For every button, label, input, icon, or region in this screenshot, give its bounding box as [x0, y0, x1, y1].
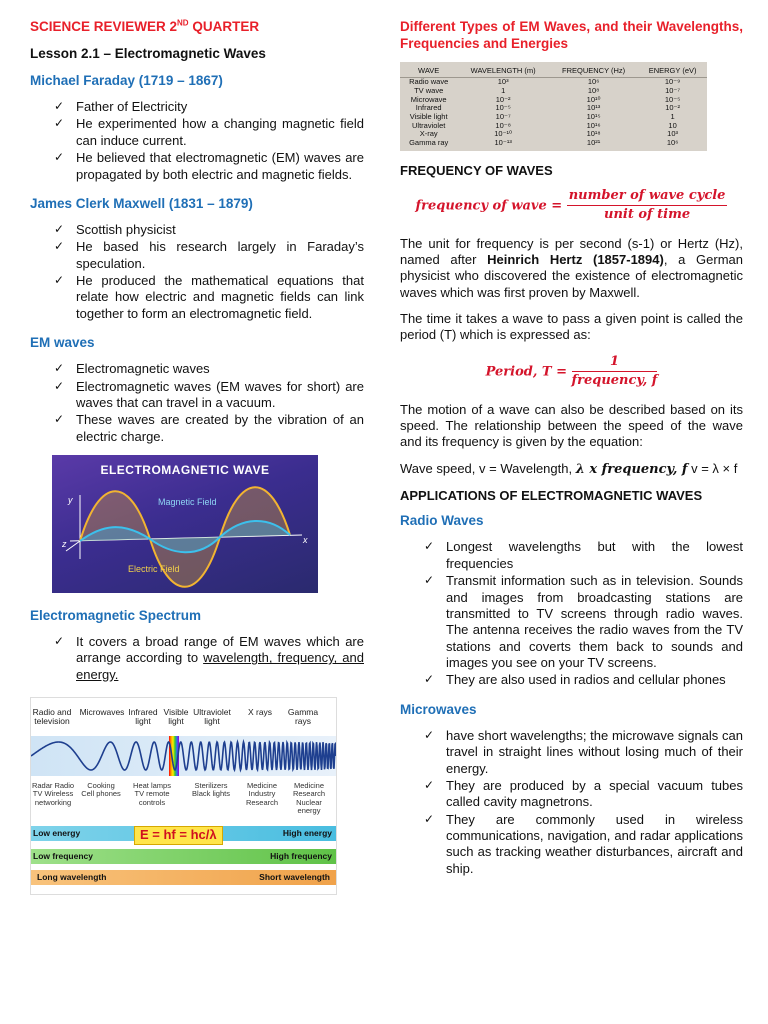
table-cell: 10⁻² — [665, 103, 680, 113]
check-icon: ✓ — [54, 99, 65, 113]
table-cell: 10⁻¹⁰ — [494, 129, 513, 139]
list-item: ✓ They are commonly used in wireless communications, navigation, and radar applications such as tracking weather disturbances, aircraft and ship. — [424, 811, 743, 876]
table-cell: 10⁻¹³ — [494, 137, 512, 147]
spectrum-category: Ultraviolet light — [193, 707, 231, 727]
lesson-title: Lesson 2.1 – Electromagnetic Waves — [30, 46, 266, 61]
axis-z-label: z — [62, 539, 67, 549]
list-item: ✓ Scottish physicist — [54, 221, 176, 237]
table-cell: 10³ — [667, 129, 679, 139]
table-cell: 10⁻⁷ — [665, 86, 681, 96]
table-header: FREQUENCY (Hz) — [549, 62, 638, 78]
table-row — [400, 139, 707, 152]
frequency-heading: FREQUENCY OF WAVES — [400, 163, 553, 179]
check-icon: ✓ — [424, 777, 435, 792]
table-cell: Microwave — [410, 94, 447, 104]
table-cell: 10¹³ — [586, 103, 601, 113]
em-wave-image — [52, 455, 318, 593]
check-icon: ✓ — [54, 221, 65, 236]
em-waves-table — [400, 62, 707, 151]
table-cell: 10³ — [497, 77, 509, 87]
list-item: ✓ Electromagnetic waves (EM waves for short) are waves that can travel in a vacuum. — [54, 378, 364, 410]
table-cell: 10⁻² — [495, 94, 511, 104]
emwaves-list — [30, 361, 364, 445]
table-cell: 10¹⁶ — [586, 120, 601, 130]
maxwell-heading: James Clerk Maxwell (1831 – 1879) — [30, 195, 253, 211]
check-icon: ✓ — [54, 378, 65, 393]
microwaves-list — [400, 728, 743, 877]
wavelength-bar — [31, 870, 336, 885]
table-cell: Ultraviolet — [412, 120, 446, 130]
spectrum-category: Visible light — [163, 707, 189, 727]
table-header: WAVELENGTH (m) — [457, 62, 549, 78]
list-item: ✓ He experimented how a changing magnetic field can induce current. — [54, 116, 364, 148]
electric-field-label: Electric Field — [128, 564, 180, 574]
em-wave-drawing — [52, 455, 318, 593]
table-header: WAVE — [400, 62, 457, 78]
equation-numerator: number of wave cycle — [567, 188, 728, 206]
faraday-list — [30, 99, 364, 183]
spectrum-category: X rays — [247, 707, 273, 718]
list-item: ✓ It covers a broad range of EM waves which are arrange according to wavelength, frequency, and energy. — [54, 634, 364, 682]
table-row — [400, 78, 707, 87]
equation-denominator: frequency, f — [571, 373, 658, 389]
list-item: ✓ Father of Electricity — [54, 99, 188, 114]
check-icon: ✓ — [54, 150, 65, 165]
spectrum-category: Gamma rays — [287, 707, 319, 727]
table-row — [400, 113, 707, 122]
list-item: ✓ have short wavelengths; the microwave signals can travel in straight lines without losing much of their energy. — [424, 727, 743, 776]
table-row — [400, 122, 707, 131]
table-cell: 10¹⁸ — [586, 129, 601, 139]
spectrum-use: Radar Radio TV Wireless networking — [31, 781, 75, 807]
axis-x-label: x — [303, 535, 308, 545]
spectrum-category: Microwaves — [79, 707, 125, 718]
table-cell: 10²¹ — [586, 137, 601, 147]
equation-fraction — [572, 354, 658, 390]
check-icon: ✓ — [424, 539, 435, 554]
spectrum-use: Heat lamps TV remote controls — [133, 781, 171, 807]
check-icon: ✓ — [54, 412, 65, 427]
list-item: ✓ He based his research largely in Faraday’s speculation. — [54, 239, 364, 271]
maxwell-list — [30, 222, 364, 322]
check-icon: ✓ — [424, 811, 435, 826]
magnetic-field-label: Magnetic Field — [158, 497, 217, 507]
equation-denominator: unit of time — [604, 207, 691, 223]
microwaves-heading: Microwaves — [400, 701, 477, 717]
paragraph-frequency-unit: The unit for frequency is per second (s-1) or Hertz (Hz), named after Heinrich Hertz (1857-1894), a German physicist who discovered the existence of electromagnetic waves which was first proven by Maxwell. — [400, 235, 743, 300]
long-wavelength-label: Long wavelength — [37, 872, 107, 883]
low-frequency-label: Low frequency — [33, 851, 93, 862]
table-header: ENERGY (eV) — [638, 62, 707, 78]
check-icon: ✓ — [54, 361, 65, 376]
equation-lhs: frequency of wave = — [415, 198, 563, 214]
spectrum-list — [30, 634, 364, 683]
spectrum-image — [30, 697, 337, 895]
table-row — [400, 96, 707, 105]
table-body — [400, 78, 707, 152]
list-item: ✓ These waves are created by the vibration of an electric charge. — [54, 412, 364, 444]
table-cell: 10⁻⁹ — [664, 77, 681, 87]
list-item: ✓ Longest wavelengths but with the lowest frequencies — [424, 539, 743, 571]
applications-heading: APPLICATIONS OF ELECTROMAGNETIC WAVES — [400, 488, 703, 504]
spectrum-wave-drawing — [31, 736, 336, 776]
period-equation — [400, 354, 743, 390]
axis-y-label: y — [68, 495, 73, 505]
energy-formula: E = hf = hc/λ — [134, 826, 223, 844]
radio-heading: Radio Waves — [400, 513, 484, 529]
table-cell: 10⁻⁸ — [495, 120, 511, 130]
list-item: ✓ Transmit information such as in television. Sounds and images from broadcasting stations are transmitted to TV screens through radio waves. The antenna receives the radio waves from the TV stations and coverts them back to sounds and images you see on your TV screens. — [424, 573, 743, 671]
table-cell: TV wave — [414, 86, 444, 96]
table-cell: 1 — [501, 86, 506, 96]
emwaves-heading: EM waves — [30, 335, 95, 351]
table-cell: 10⁻⁵ — [664, 94, 681, 104]
paragraph-wave-speed: The motion of a wave can also be described based on its speed. The relationship between the speed of the wave and its frequency is given by the equation: — [400, 401, 743, 450]
high-frequency-label: High frequency — [270, 851, 332, 862]
spectrum-heading: Electromagnetic Spectrum — [30, 608, 202, 623]
spectrum-category: Radio and television — [32, 707, 72, 727]
table-cell: 10⁶ — [587, 77, 600, 87]
check-icon: ✓ — [54, 273, 65, 287]
table-cell: 10⁻⁵ — [495, 103, 511, 113]
spectrum-category: Infrared light — [128, 707, 158, 727]
left-column — [30, 18, 364, 895]
table-header-row — [400, 62, 707, 78]
table-cell: 10¹⁵ — [586, 111, 601, 121]
list-item: ✓ He produced the mathematical equations that relate how electric and magnetic fields can link together to form an electromagnetic field. — [54, 273, 364, 321]
table-cell: Radio wave — [409, 77, 449, 87]
frequency-bar — [31, 849, 336, 864]
equation-lhs: Period, T = — [485, 364, 567, 380]
spectrum-use: Medicine Industry Research — [245, 781, 279, 807]
spectrum-use: Medicine Research Nuclear energy — [292, 781, 326, 815]
table-cell: 1 — [670, 111, 675, 121]
table-cell: 10⁻⁷ — [495, 111, 511, 121]
table-cell: Gamma ray — [409, 137, 449, 147]
table-heading: Different Types of EM Waves, and their Wavelengths, Frequencies and Energies — [400, 19, 743, 51]
table-cell: 10¹⁰ — [586, 94, 601, 104]
spectrum-use: Sterilizers Black lights — [192, 781, 230, 799]
check-icon: ✓ — [54, 116, 65, 131]
high-energy-label: High energy — [282, 828, 332, 839]
low-energy-label: Low energy — [33, 828, 81, 839]
frequency-equation — [400, 188, 743, 224]
right-column — [400, 18, 743, 889]
list-item: ✓ They are produced by a special vacuum tubes called cavity magnetrons. — [424, 777, 743, 810]
paragraph-period: The time it takes a wave to pass a given point is called the period (T) which is expressed as: — [400, 311, 743, 343]
table-cell: 10⁶ — [666, 137, 679, 147]
list-item: ✓ He believed that electromagnetic (EM) waves are propagated by both electric and magnetic fields. — [54, 150, 364, 182]
equation-fraction — [567, 188, 728, 224]
list-item: ✓ Electromagnetic waves — [54, 361, 210, 377]
check-icon: ✓ — [54, 634, 65, 648]
table-cell: Infrared — [415, 103, 442, 113]
table-cell: Visible light — [409, 111, 448, 121]
radio-list — [400, 539, 743, 688]
table-cell: X-ray — [419, 129, 438, 139]
check-icon: ✓ — [54, 239, 65, 254]
check-icon: ✓ — [424, 672, 435, 687]
table-cell: 10⁸ — [587, 86, 600, 96]
check-icon: ✓ — [424, 727, 435, 742]
check-icon: ✓ — [424, 573, 435, 588]
equation-numerator: 1 — [572, 354, 658, 372]
paragraph-wave-speed-equation: Wave speed, v = Wavelength, λ x frequency, f v = λ × f — [400, 460, 738, 477]
faraday-heading: Michael Faraday (1719 – 1867) — [30, 73, 223, 88]
list-item: ✓ They are also used in radios and cellular phones — [424, 672, 726, 688]
em-wave-title: ELECTROMAGNETIC WAVE — [100, 463, 270, 477]
spectrum-use: Cooking Cell phones — [81, 781, 121, 799]
short-wavelength-label: Short wavelength — [259, 872, 330, 883]
table-cell: 10 — [668, 120, 677, 130]
page-title: SCIENCE REVIEWER 2ND QUARTER — [30, 18, 260, 34]
